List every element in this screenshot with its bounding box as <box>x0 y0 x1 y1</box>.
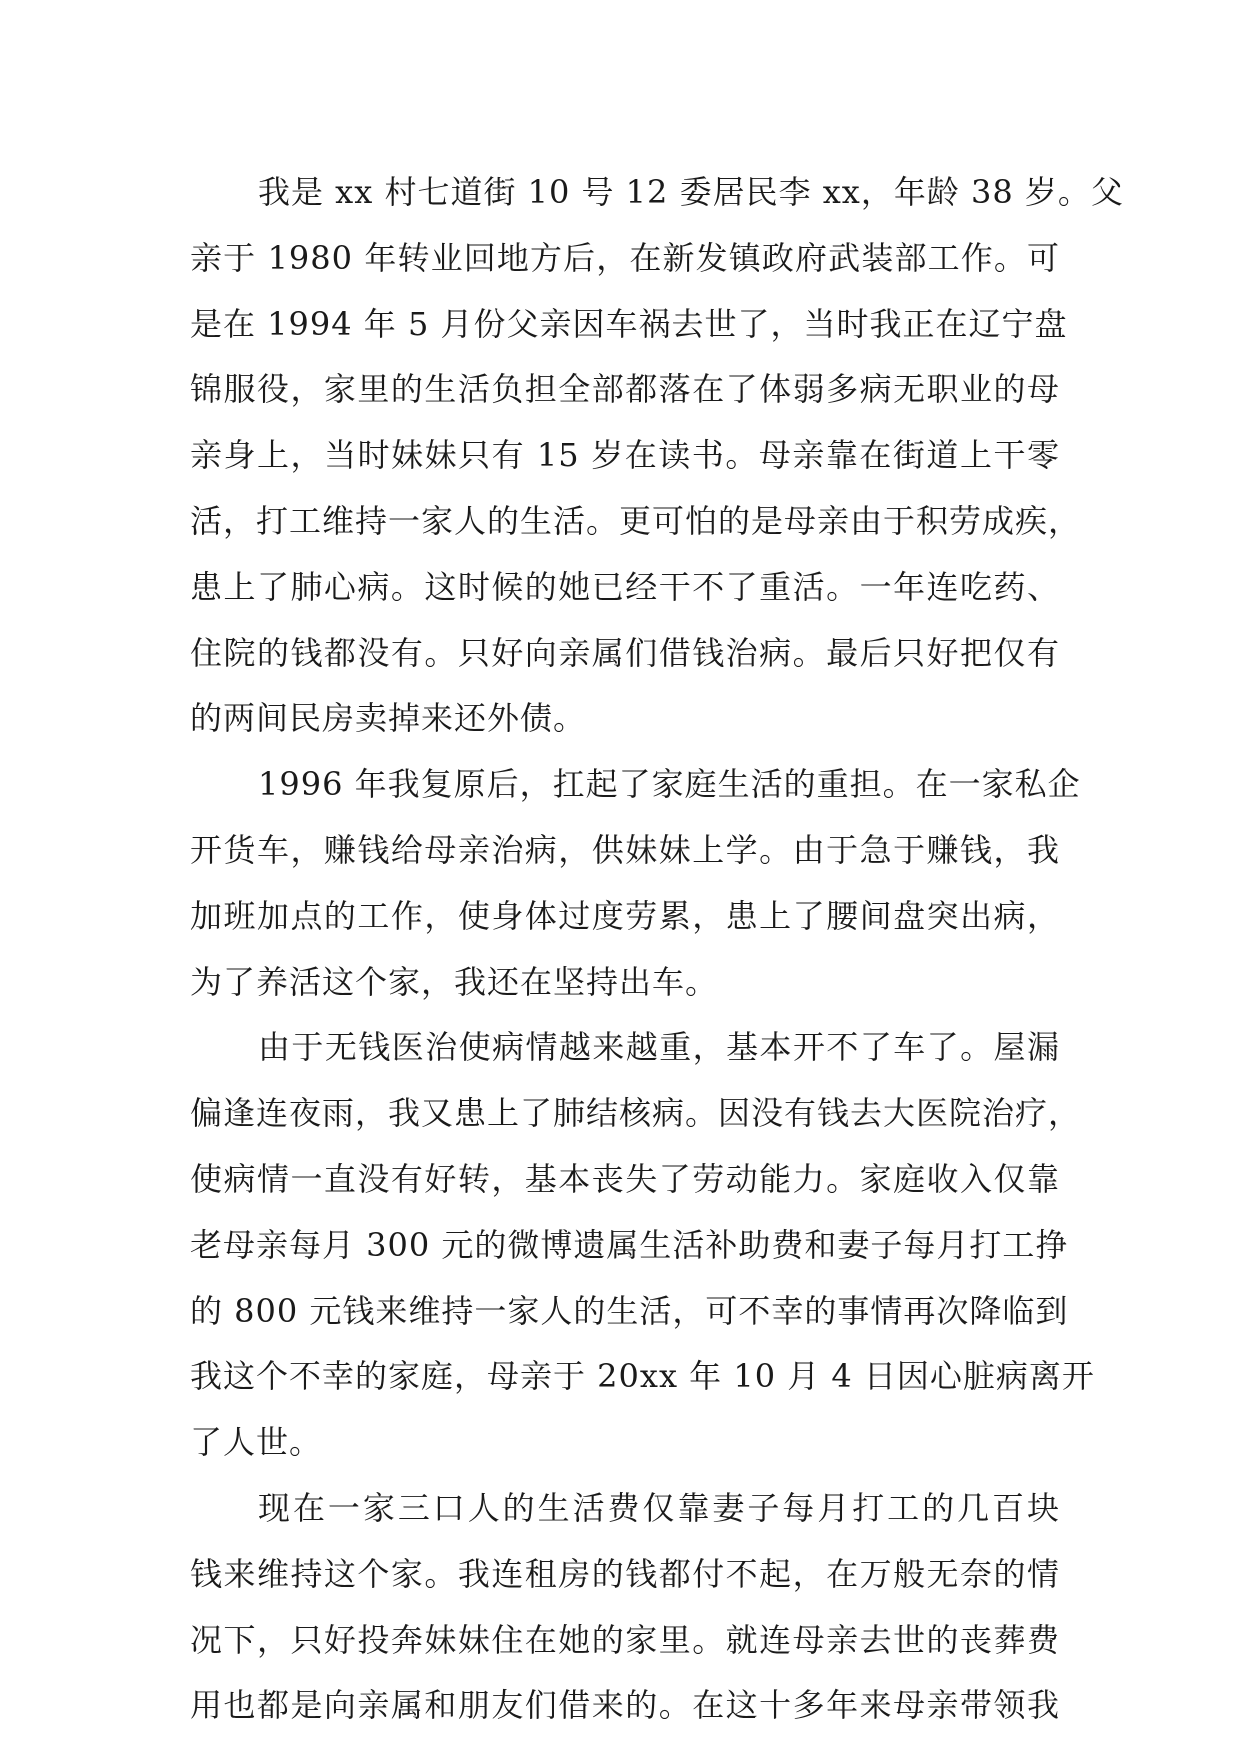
text-line: 我是 xx 村七道街 10 号 12 委居民李 xx，年龄 38 岁。父 <box>258 173 1124 211</box>
text-line: 偏逢连夜雨，我又患上了肺结核病。因没有钱去大医院治疗， <box>190 1094 1082 1133</box>
text-line: 了人世。 <box>190 1423 323 1462</box>
text-line: 加班加点的工作，使身体过度劳累，患上了腰间盘突出病， <box>190 896 1060 935</box>
text-line: 我这个不幸的家庭，母亲于 20xx 年 10 月 4 日因心脏病离开 <box>190 1357 1095 1396</box>
text-line: 由于无钱医治使病情越来越重，基本开不了车了。屋漏 <box>258 1028 1060 1067</box>
text-line: 开货车，赚钱给母亲治病，供妹妹上学。由于急于赚钱，我 <box>190 830 1060 869</box>
text-line: 患上了肺心病。这时候的她已经干不了重活。一年连吃药、 <box>190 567 1060 606</box>
text-line: 的 800 元钱来维持一家人的生活，可不幸的事情再次降临到 <box>190 1291 1069 1330</box>
text-line: 老母亲每月 300 元的微博遗属生活补助费和妻子每月打工挣 <box>190 1225 1069 1264</box>
text-line: 现在一家三口人的生活费仅靠妻子每月打工的几百块 <box>258 1488 1060 1527</box>
body-text <box>190 160 1124 1739</box>
text-line: 的两间民房卖掉来还外债。 <box>190 699 587 738</box>
text-line: 锦服役，家里的生活负担全部都落在了体弱多病无职业的母 <box>190 370 1060 409</box>
text-line: 是在 1994 年 5 月份父亲因车祸去世了，当时我正在辽宁盘 <box>190 304 1068 343</box>
text-line: 为了养活这个家，我还在坚持出车。 <box>190 962 719 1001</box>
text-line: 况下，只好投奔妹妹住在她的家里。就连母亲去世的丧葬费 <box>190 1620 1060 1659</box>
text-line: 活，打工维持一家人的生活。更可怕的是母亲由于积劳成疾， <box>190 501 1082 540</box>
text-line: 亲于 1980 年转业回地方后，在新发镇政府武装部工作。可 <box>190 238 1060 277</box>
text-line: 住院的钱都没有。只好向亲属们借钱治病。最后只好把仅有 <box>190 633 1060 672</box>
text-line: 使病情一直没有好转，基本丧失了劳动能力。家庭收入仅靠 <box>190 1159 1060 1198</box>
text-line: 1996 年我复原后，扛起了家庭生活的重担。在一家私企 <box>258 765 1081 804</box>
text-line: 钱来维持这个家。我连租房的钱都付不起，在万般无奈的情 <box>190 1554 1060 1593</box>
text-line: 亲身上，当时妹妹只有 15 岁在读书。母亲靠在街道上干零 <box>190 436 1060 475</box>
text-line: 用也都是向亲属和朋友们借来的。在这十多年来母亲带领我 <box>190 1686 1060 1725</box>
